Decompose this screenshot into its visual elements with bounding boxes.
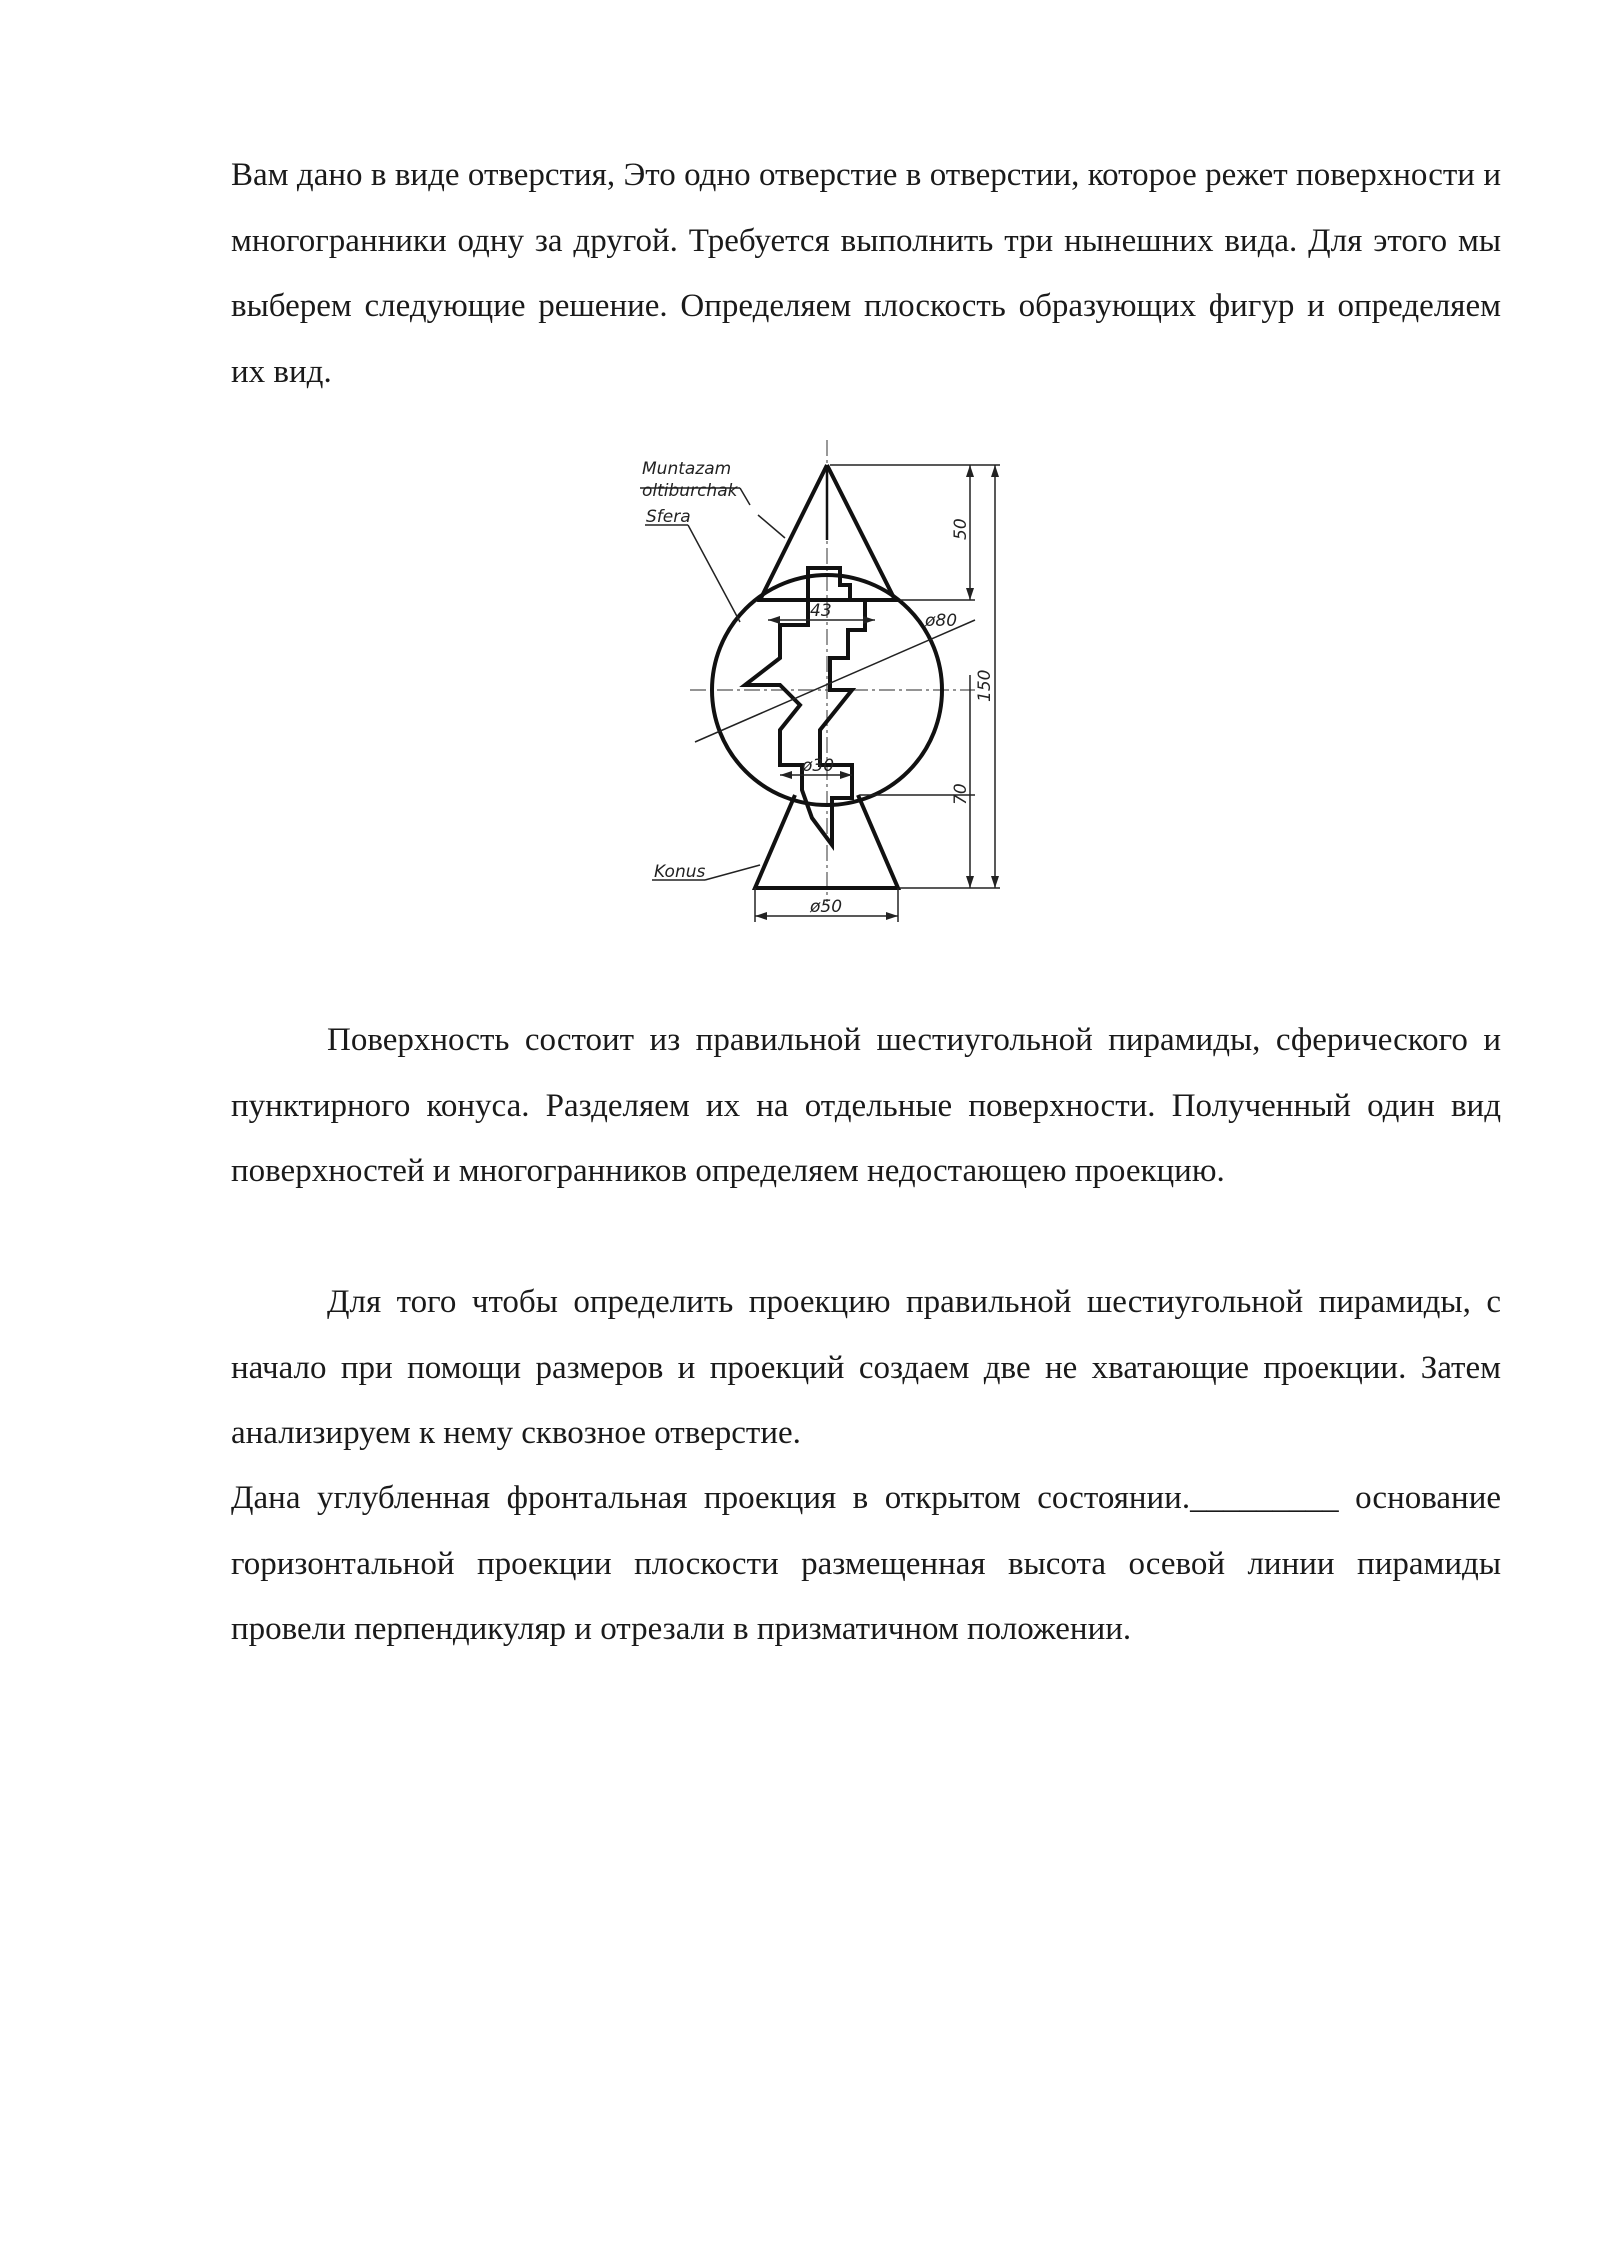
drawing-svg (630, 440, 1030, 940)
label-pyramid-line1: Muntazam (642, 459, 732, 479)
paragraph-frontal-projection: Дана углубленная фронтальная проекция в открытом состоянии._________ основание горизонтальной проекции плоскости размещенная высота осевой линии пирамиды провели перпендикуляр и отрезали в призматичном положении. (231, 1480, 1501, 1647)
paragraph-surfaces: Поверхность состоит из правильной шестиугольной пирамиды, сферического и пунктирного конуса. Разделяем их на отдельные поверхности. Полученный один вид поверхностей и многогранников определяем недостающею проекцию. (231, 1022, 1501, 1189)
dim-total-height: 150 (975, 669, 995, 702)
dim-hole-width: 43 (810, 601, 832, 621)
label-sphere: Sfera (646, 507, 691, 527)
label-cone: Konus (654, 862, 706, 882)
dim-pyramid-height: 50 (951, 518, 971, 540)
dim-cone-height: 70 (951, 783, 971, 805)
dim-base-diameter: ø50 (810, 897, 843, 917)
dim-neck-diameter: ø30 (802, 756, 835, 776)
paragraph-pyramid-projection: Для того чтобы определить проекцию правильной шестиугольной пирамиды, с начало при помощи размеров и проекций создаем две не хватающие проекции. Затем анализируем к нему сквозное отверстие. (231, 1284, 1501, 1451)
paragraph-intro: Вам дано в виде отверстия, Это одно отверстие в отверстии, которое режет поверхности и многогранники одну за другой. Требуется выполнить три нынешних вида. Для этого мы выберем следующие решение. Определяем плоскость образующих фигур и определяем их вид. (231, 157, 1501, 390)
dim-sphere-diameter: ø80 (925, 611, 958, 631)
dimension-lines (640, 465, 1000, 922)
technical-drawing (630, 440, 1030, 940)
label-pyramid-line2: oltiburchak (642, 481, 738, 501)
